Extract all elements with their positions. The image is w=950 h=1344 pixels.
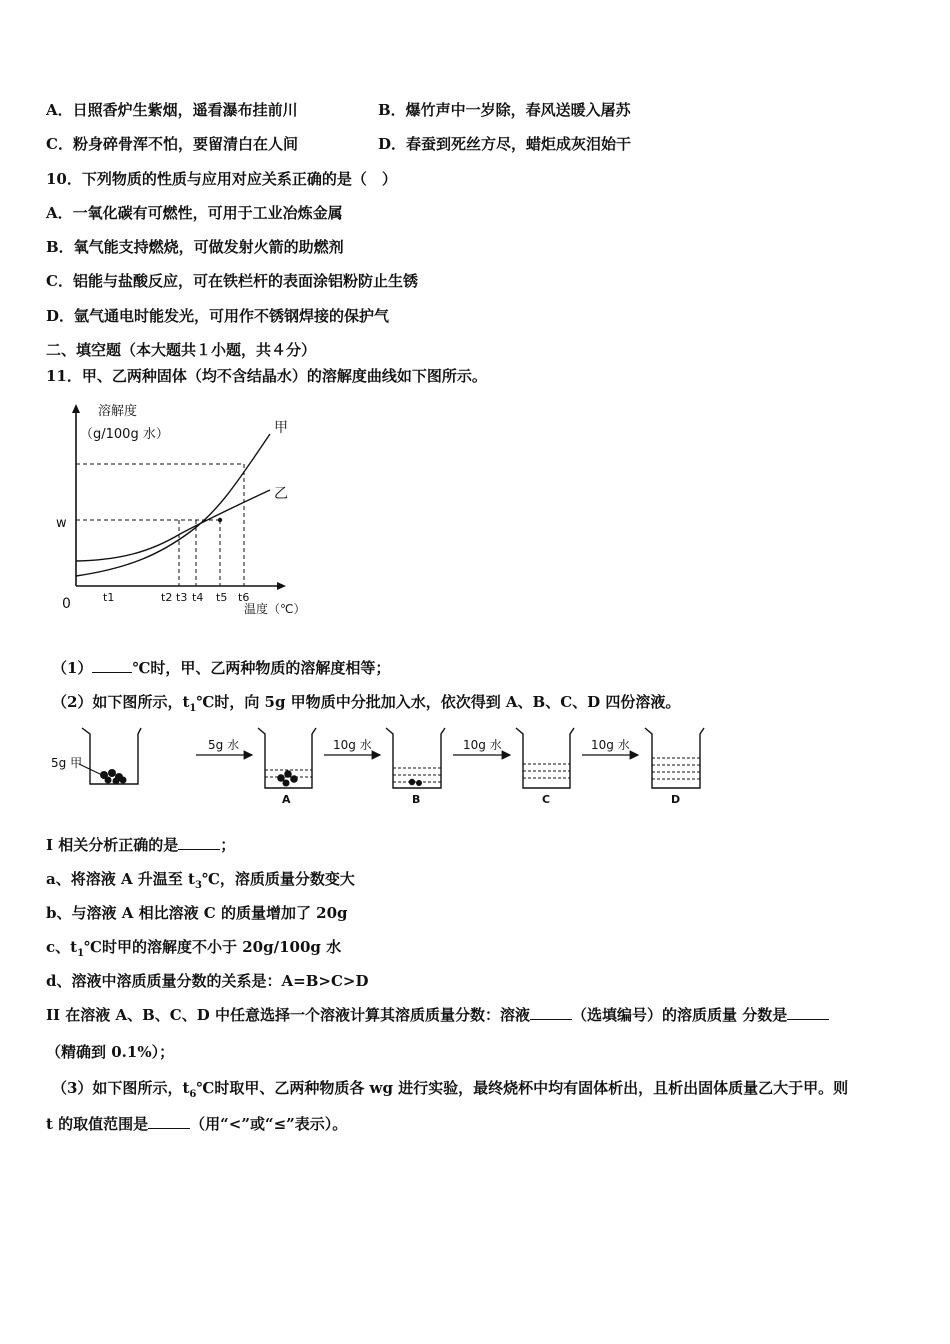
- origin-label: 0: [62, 596, 71, 612]
- start-label: 5g 甲: [51, 756, 83, 770]
- start-solid: [100, 769, 127, 785]
- tick-t6: t6: [238, 591, 250, 604]
- curve-jia: [76, 434, 270, 576]
- I-prefix: I 相关分析正确的是: [46, 836, 179, 854]
- beaker-a: [258, 728, 316, 788]
- q10-option-b: B．氧气能支持燃烧，可做发射火箭的助燃剂: [46, 238, 344, 256]
- q10-option-a: A．一氧化碳有可燃性，可用于工业冶炼金属: [46, 204, 343, 222]
- part2-prefix: （2）如下图所示，t: [52, 693, 190, 711]
- tick-t3: t3: [176, 591, 188, 604]
- part3-line2: [46, 1114, 347, 1134]
- part3-answer-blank[interactable]: [148, 1114, 190, 1129]
- tick-t1: t1: [103, 591, 115, 604]
- option-a-prefix: a、将溶液 A 升温至 t: [46, 870, 195, 888]
- part2-suffix: ℃时，向 5g 甲物质中分批加入水，依次得到 A、B、C、D 四份溶液。: [196, 693, 681, 711]
- tick-t4: t4: [192, 591, 204, 604]
- beaker-d-label: D: [671, 793, 681, 806]
- option-a-subscript: 3: [194, 880, 202, 891]
- arrow-3-label: 10g 水: [463, 738, 502, 752]
- q9-option-c: C．粉身碎骨浑不怕，要留清白在人间: [46, 135, 298, 153]
- y-axis-unit: （g/100g 水）: [80, 427, 169, 442]
- beaker-c-label: C: [542, 793, 551, 806]
- arrow-2-label: 10g 水: [333, 738, 372, 752]
- x-axis-label: 温度（℃）: [244, 602, 306, 616]
- curve-yi: [76, 490, 270, 561]
- part3-line2-prefix: t 的取值范围是: [46, 1115, 149, 1133]
- q9-option-b: B．爆竹声中一岁除，春风送暖入屠苏: [378, 101, 631, 119]
- option-b: b、与溶液 A 相比溶液 C 的质量增加了 20g: [46, 904, 348, 922]
- option-a: [46, 869, 355, 896]
- q11-part2: [52, 692, 680, 719]
- option-c-subscript: 1: [77, 948, 85, 959]
- beaker-b: [386, 728, 445, 788]
- w-label: w: [56, 516, 67, 531]
- II-middle: （选填编号）的溶质质量 分数是: [571, 1006, 788, 1024]
- part1-suffix: ℃时，甲、乙两种物质的溶解度相等；: [132, 659, 391, 677]
- option-c-prefix: c、t: [46, 938, 78, 956]
- q10-option-c: C．铝能与盐酸反应，可在铁栏杆的表面涂铝粉防止生锈: [46, 272, 418, 290]
- q11-part1: [52, 658, 390, 678]
- beaker-diagram: [46, 722, 726, 812]
- beaker-a-label: A: [282, 793, 291, 806]
- q11-part3: [52, 1078, 848, 1105]
- y-axis-label: 溶解度: [98, 404, 138, 419]
- y-axis-arrow: [72, 404, 80, 413]
- q11-stem: 11．甲、乙两种固体（均不含结晶水）的溶解度曲线如下图所示。: [46, 367, 487, 385]
- part2-subscript: 1: [189, 703, 197, 714]
- option-c-suffix: ℃时甲的溶解度不小于 20g/100g 水: [84, 938, 342, 956]
- II-solution-blank[interactable]: [530, 1005, 572, 1020]
- curve-jia-label: 甲: [274, 420, 288, 436]
- q11-I: [46, 835, 235, 855]
- q9-option-d: D．春蚕到死丝方尽，蜡炬成灰泪始干: [378, 135, 632, 153]
- part3-prefix: （3）如下图所示，t: [52, 1079, 190, 1097]
- arrow-4-label: 10g 水: [591, 738, 630, 752]
- beaker-c: [516, 728, 574, 788]
- I-suffix: ；: [220, 836, 236, 854]
- option-c: [46, 937, 341, 964]
- option-d: d、溶液中溶质质量分数的关系是：A=B>C>D: [46, 972, 369, 990]
- solubility-graph: [40, 396, 340, 626]
- q9-option-a: A．日照香炉生紫烟，遥看瀑布挂前川: [46, 101, 298, 119]
- tick-t5: t5: [216, 591, 228, 604]
- beaker-a-solid: [277, 770, 298, 786]
- q11-II: [46, 1005, 829, 1025]
- part1-prefix: （1）: [52, 659, 93, 677]
- intersection-point-w: [218, 518, 222, 522]
- curve-yi-label: 乙: [274, 486, 288, 502]
- II-prefix: II 在溶液 A、B、C、D 中任意选择一个溶液计算其溶质质量分数：溶液: [46, 1006, 530, 1024]
- section-title: 二、填空题（本大题共１小题，共４分）: [46, 341, 317, 359]
- beaker-b-label: B: [412, 793, 421, 806]
- q10-option-d: D．氩气通电时能发光，可用作不锈钢焊接的保护气: [46, 307, 390, 325]
- II-line2: （精确到 0.1%）；: [46, 1043, 175, 1061]
- I-answer-blank[interactable]: [178, 835, 220, 850]
- q10-stem: 10．下列物质的性质与应用对应关系正确的是（ ）: [46, 170, 397, 188]
- part3-subscript: 6: [189, 1089, 197, 1100]
- option-a-suffix: ℃，溶质质量分数变大: [201, 870, 355, 888]
- x-axis-arrow: [277, 582, 286, 590]
- part1-answer-blank[interactable]: [92, 658, 132, 673]
- II-fraction-blank[interactable]: [787, 1005, 829, 1020]
- tick-t2: t2: [161, 591, 173, 604]
- arrow-1-label: 5g 水: [208, 738, 240, 752]
- part3-suffix: ℃时取甲、乙两种物质各 wg 进行实验，最终烧杯中均有固体析出，且析出固体质量乙大于甲。则: [196, 1079, 849, 1097]
- part3-line2-suffix: （用“<”或“≤”表示）。: [190, 1115, 348, 1133]
